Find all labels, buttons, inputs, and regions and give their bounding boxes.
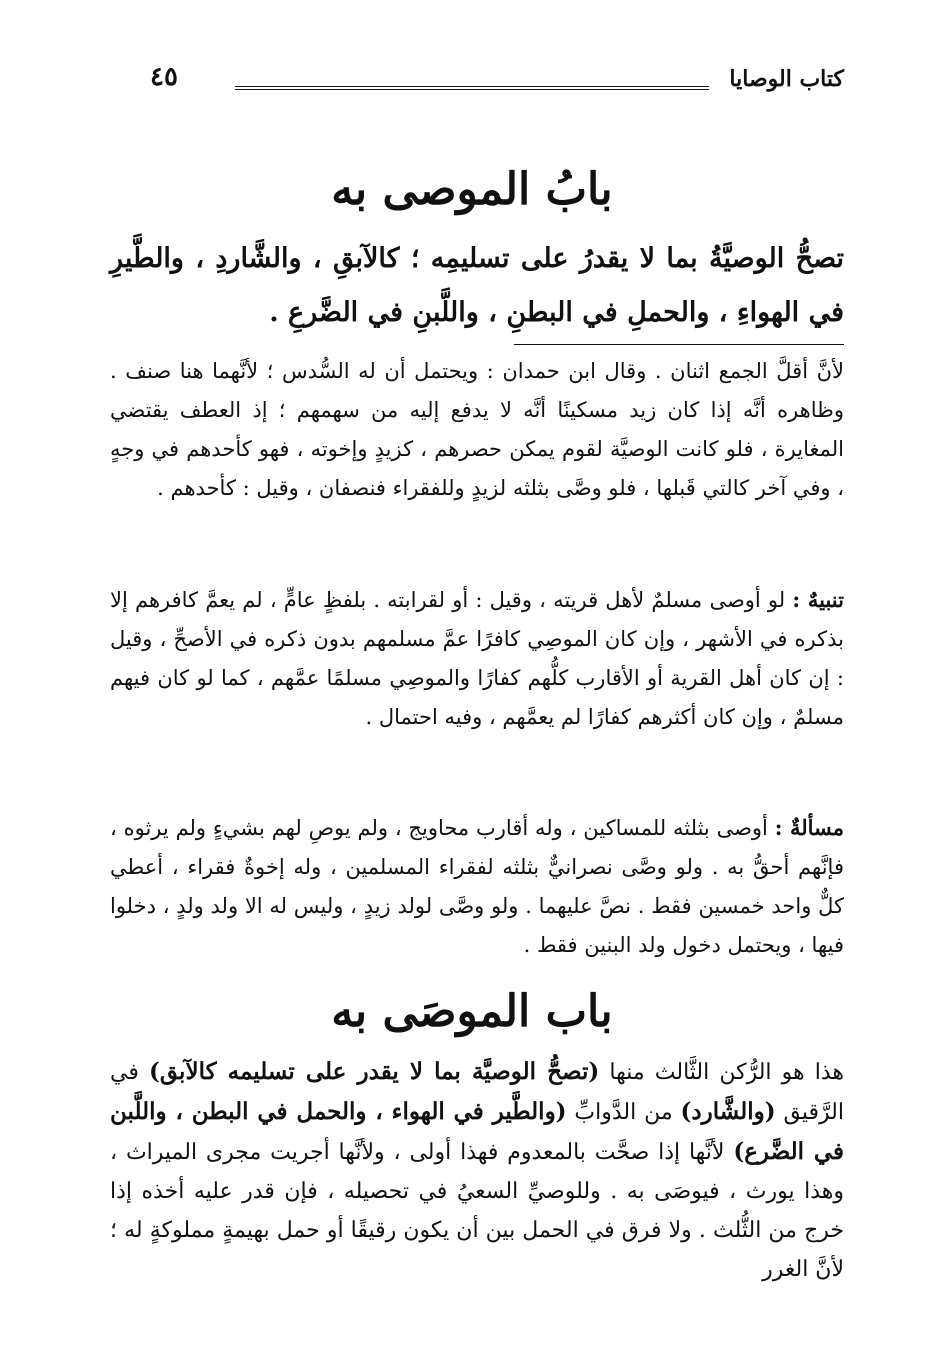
paragraph-lead: مسألةٌ :: [774, 815, 844, 840]
commentary-paragraph-issue: [110, 808, 844, 965]
page-number: ٤٥: [150, 62, 178, 92]
header-rule: [235, 86, 709, 90]
paragraph-lead: تنبيهٌ :: [792, 587, 844, 612]
sharh-text: لأنَّها إذا صحَّت بالمعدوم فهذا أولى ، ولأنَّها أجريت مجرى الميراث ، وهذا يورث ، فيوصَى به . وللوصيِّ السعيُ في تحصيله ، فإن قدر عليه أخذه إذا خرج من الثُّلث . ولا فرق في الحمل بين أن يكون رقيقًا أو حمل بهيمةٍ مملوكةٍ له ؛ لأنَّ الغرر: [110, 1140, 844, 1282]
commentary-paragraph: لأنَّ أقلَّ الجمع اثنان . وقال ابن حمدان : ويحتمل أن له السُّدس ؛ لأنَّهما هنا صنف . وظاهره أنَّه إذا كان زيد مسكينًا أنَّه لا يدفع إليه من سهمهم ؛ إذ العطف يقتضي المغايرة ، فلو كانت الوصيَّة لقوم يمكن حصرهم ، كزيدٍ وإخوته ، فهو كأحدهم في وجهٍ ، وفي آخر كالتي قَبلها ، فلو وصَّى بثلثه لزيدٍ وللفقراء فنصفان ، وقيل : كأحدهم .: [110, 359, 844, 500]
book-title: كتاب الوصايا: [729, 66, 844, 92]
sharh-text: هذا هو الرُّكن الثَّالث منها: [599, 1060, 844, 1085]
quoted-matn: (تصحُّ الوصيَّة بما لا يقدر على تسليمه كالآبق): [148, 1058, 600, 1085]
sharh-paragraph: [110, 1052, 844, 1289]
sharh-text: من الدَّوابِّ: [566, 1100, 681, 1125]
quoted-matn: (والشَّارد): [680, 1098, 776, 1125]
chapter-title-sharh: باب الموصَى به: [331, 986, 613, 1037]
sharh-text: في الرَّقيق: [110, 1060, 844, 1125]
running-header: [150, 62, 844, 102]
commentary-paragraph-note: [110, 580, 844, 737]
chapter-title: بابُ الموصى به: [331, 164, 613, 215]
paragraph-body: أوصى بثلثه للمساكين ، وله أقارب محاويج ، ولم يوصِ لهم بشيءٍ ولم يرثوه ، فإنَّهم أحقُّ به . ولو وصَّى نصرانيٌّ بثلثه لفقراء المسلمين ، وله إخوةٌ فقراء ، أعطي كلٌّ واحد خمسين فقط . نصَّ عليهما . ولو وصَّى لولد زيدٍ ، وليس له الا ولد ولدٍ ، دخلوا فيها ، ويحتمل دخول ولد البنين فقط .: [110, 816, 844, 957]
paragraph-body: لو أوصى مسلمٌ لأهل قريته ، وقيل : أو لقرابته . بلفظٍ عامٍّ ، لم يعمَّ كافرهم إلا بذكره في الأشهر ، وإن كان الموصِي كافرًا عمَّ مسلمهم بدون ذكره في الأصحِّ ، وقيل : إن كان أهل القرية أو الأقارب كلُّهم كفارًا والموصِي مسلمًا عمَّهم ، كما لو كان فيهم مسلمٌ ، وإن كان أكثرهم كفارًا لم يعمَّهم ، وفيه احتمال .: [110, 588, 844, 729]
quoted-matn: (والطَّير في الهواء ، والحمل في البطن ، واللَّبن في الضَّرع): [110, 1098, 844, 1165]
matn-separator-rule: [514, 344, 844, 345]
matn-text: تصحُّ الوصيَّةُ بما لا يقدرُ على تسليمِه ؛ كالآبقِ ، والشَّاردِ ، والطَّيرِ في الهواءِ ، والحملِ في البطنِ ، واللَّبنِ في الضَّرعِ .: [110, 243, 844, 328]
